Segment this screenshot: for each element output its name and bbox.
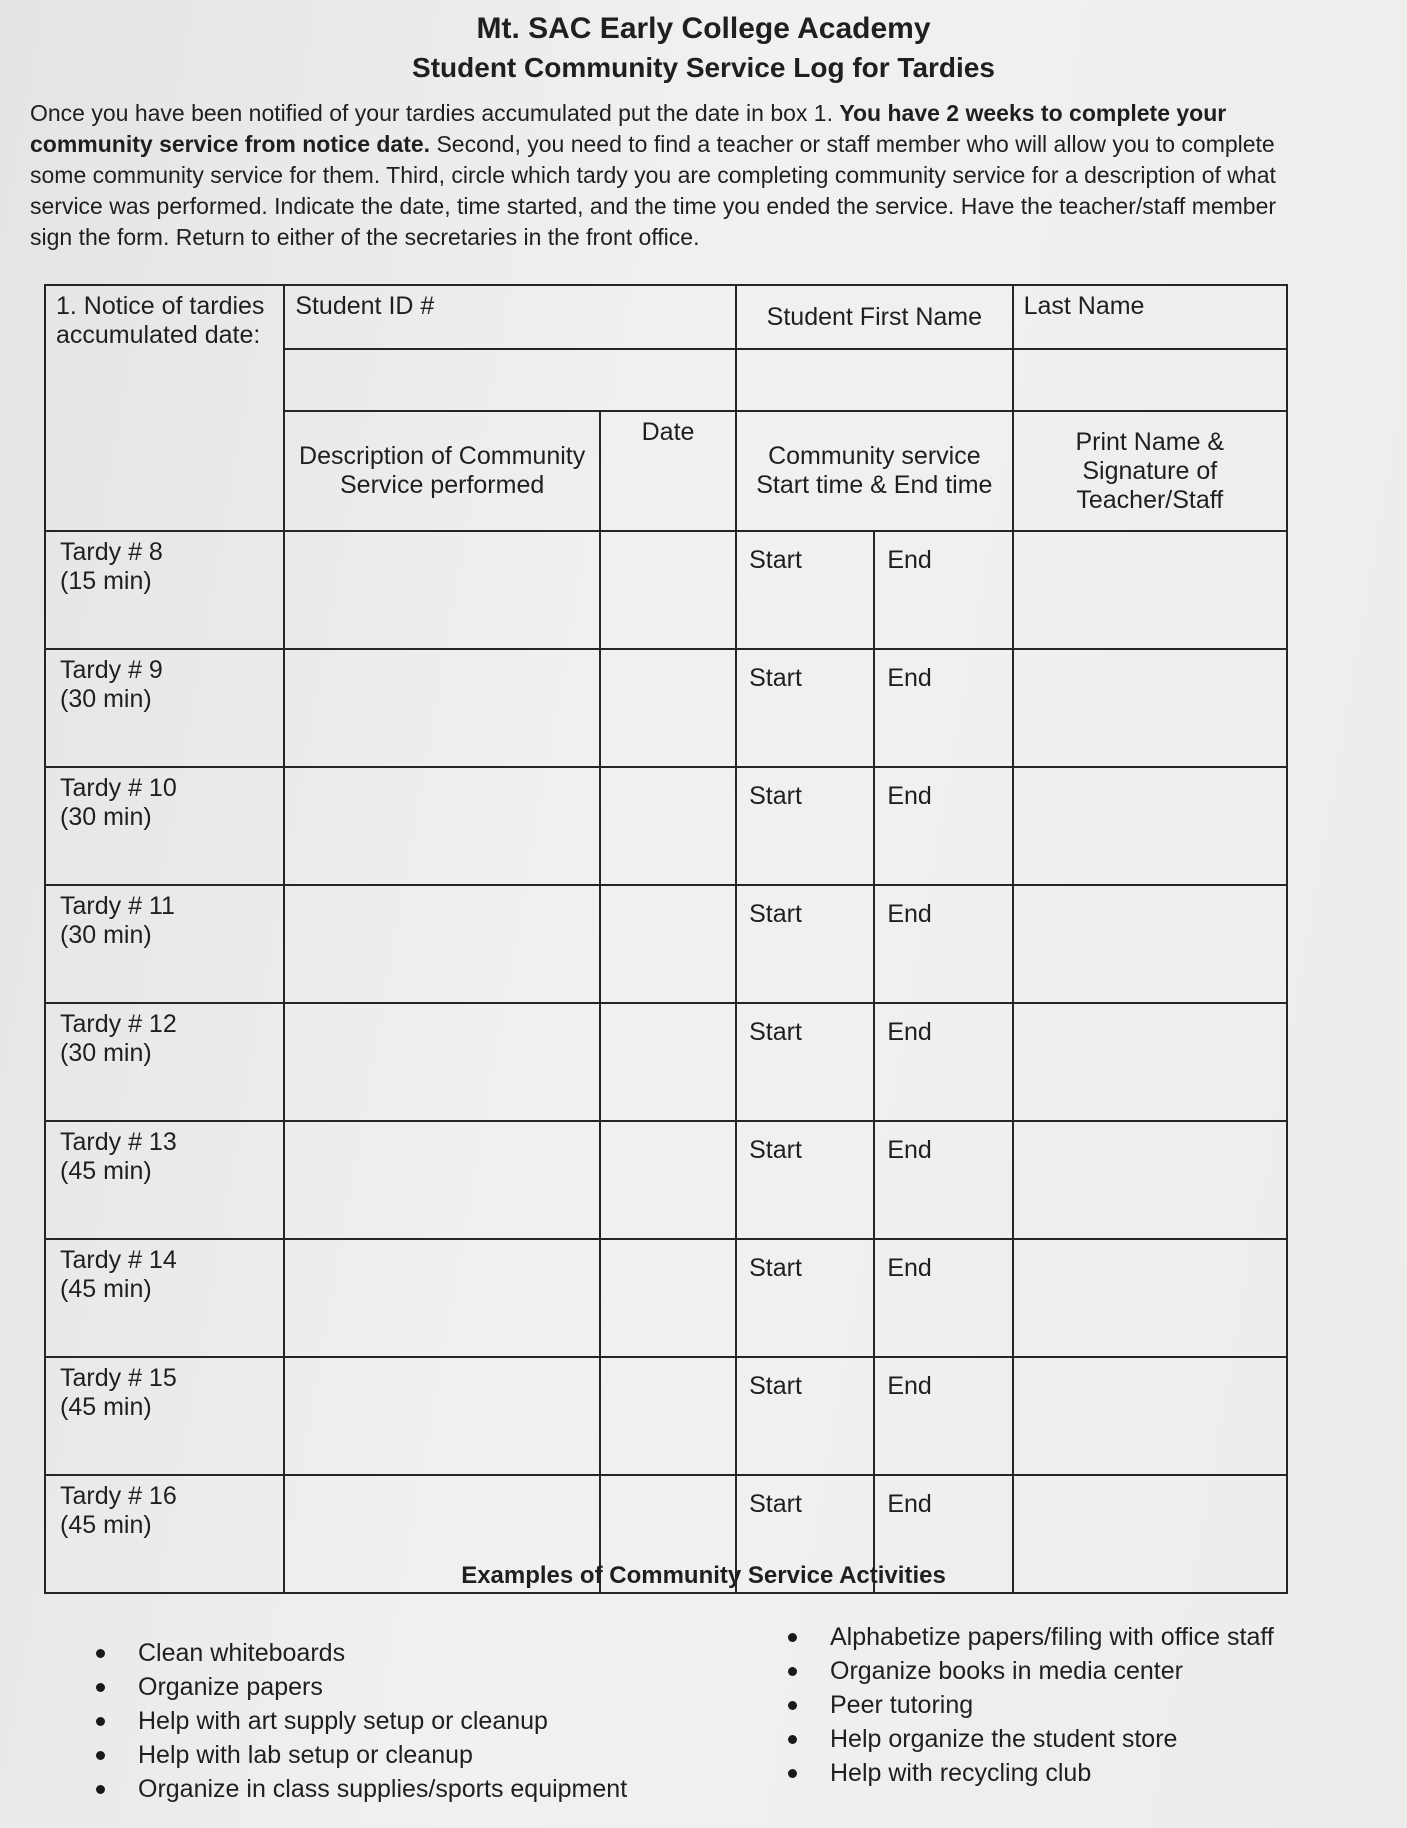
signature-field[interactable] — [1013, 649, 1287, 767]
tardy-label: Tardy # 15 — [60, 1364, 177, 1392]
end-label: End — [887, 1018, 932, 1046]
tardy-selector[interactable] — [45, 1121, 284, 1239]
description-column-header: Description of Community Service performed — [284, 411, 600, 531]
end-time-field[interactable] — [874, 1239, 1012, 1357]
date-field[interactable] — [600, 531, 736, 649]
activities-list-left — [96, 1636, 627, 1806]
tardy-selector[interactable] — [45, 1239, 284, 1357]
description-field[interactable] — [284, 531, 600, 649]
signature-field[interactable] — [1013, 885, 1287, 1003]
end-time-field[interactable] — [874, 649, 1012, 767]
tardy-row — [45, 1357, 1287, 1475]
signature-field[interactable] — [1013, 1003, 1287, 1121]
start-label: Start — [749, 1136, 802, 1164]
tardy-duration: (30 min) — [60, 1039, 152, 1067]
tardy-duration: (45 min) — [60, 1393, 152, 1421]
activity-item: Help with recycling club — [788, 1756, 1274, 1790]
start-time-field[interactable] — [736, 1357, 874, 1475]
notice-date-label: 1. Notice of tardies accumulated date: — [56, 292, 265, 349]
activity-item: Help with art supply setup or cleanup — [96, 1704, 627, 1738]
student-id-field[interactable] — [284, 349, 736, 411]
service-log-table — [44, 284, 1288, 1594]
signature-column-header: Print Name & Signature of Teacher/Staff — [1013, 411, 1287, 531]
tardy-selector[interactable] — [45, 1357, 284, 1475]
signature-field[interactable] — [1013, 767, 1287, 885]
end-label: End — [887, 1490, 932, 1518]
last-name-field[interactable] — [1013, 349, 1287, 411]
tardy-row — [45, 1239, 1287, 1357]
description-field[interactable] — [284, 1239, 600, 1357]
student-info-header-row — [45, 285, 1287, 349]
description-field[interactable] — [284, 649, 600, 767]
tardy-duration: (30 min) — [60, 803, 152, 831]
date-field[interactable] — [600, 1357, 736, 1475]
tardy-selector[interactable] — [45, 885, 284, 1003]
activity-item: Organize papers — [96, 1670, 627, 1704]
end-time-field[interactable] — [874, 1121, 1012, 1239]
instructions-paragraph — [30, 98, 1300, 253]
tardy-row — [45, 649, 1287, 767]
start-time-field[interactable] — [736, 885, 874, 1003]
start-time-field[interactable] — [736, 1003, 874, 1121]
activity-item: Alphabetize papers/filing with office staff — [788, 1620, 1274, 1654]
end-label: End — [887, 900, 932, 928]
signature-field[interactable] — [1013, 531, 1287, 649]
tardy-duration: (15 min) — [60, 567, 152, 595]
activity-item: Clean whiteboards — [96, 1636, 627, 1670]
tardy-row — [45, 1121, 1287, 1239]
tardy-duration: (45 min) — [60, 1157, 152, 1185]
start-time-field[interactable] — [736, 649, 874, 767]
description-field[interactable] — [284, 1003, 600, 1121]
description-field[interactable] — [284, 767, 600, 885]
document-title: Student Community Service Log for Tardies — [412, 52, 995, 83]
start-label: Start — [749, 1254, 802, 1282]
tardy-label: Tardy # 13 — [60, 1128, 177, 1156]
tardy-label: Tardy # 8 — [60, 538, 163, 566]
end-label: End — [887, 546, 932, 574]
date-column-header: Date — [600, 411, 736, 531]
date-field[interactable] — [600, 649, 736, 767]
start-label: Start — [749, 900, 802, 928]
student-id-header: Student ID # — [284, 285, 736, 349]
tardy-row — [45, 885, 1287, 1003]
activity-item: Organize in class supplies/sports equipment — [96, 1772, 627, 1806]
start-time-field[interactable] — [736, 531, 874, 649]
end-time-field[interactable] — [874, 767, 1012, 885]
school-name: Mt. SAC Early College Academy — [476, 12, 931, 45]
tardy-label: Tardy # 14 — [60, 1246, 177, 1274]
tardy-label: Tardy # 16 — [60, 1482, 177, 1510]
start-time-field[interactable] — [736, 1239, 874, 1357]
date-field[interactable] — [600, 1239, 736, 1357]
signature-field[interactable] — [1013, 1121, 1287, 1239]
end-time-field[interactable] — [874, 1003, 1012, 1121]
last-name-header: Last Name — [1013, 285, 1287, 349]
signature-field[interactable] — [1013, 1239, 1287, 1357]
start-label: Start — [749, 546, 802, 574]
start-label: Start — [749, 782, 802, 810]
description-field[interactable] — [284, 1357, 600, 1475]
signature-field[interactable] — [1013, 1357, 1287, 1475]
tardy-selector[interactable] — [45, 649, 284, 767]
instructions-part-2: Second, you need to find a teacher or staff member who will allow you to complete some community service for them. Third, circle which tardy you are completing community service for a description of what service was performed. Indicate the date, time started, and the time you ended the service. Have the teacher/staff member sign the form. Return to either of the secretaries in the front office. — [30, 131, 1277, 250]
tardy-duration: (30 min) — [60, 685, 152, 713]
tardy-row — [45, 531, 1287, 649]
instructions-part-1: Once you have been notified of your tardies accumulated put the date in box 1. — [30, 100, 840, 126]
start-label: Start — [749, 664, 802, 692]
tardy-duration: (30 min) — [60, 921, 152, 949]
date-field[interactable] — [600, 885, 736, 1003]
activity-item: Help organize the student store — [788, 1722, 1274, 1756]
tardy-label: Tardy # 10 — [60, 774, 177, 802]
activity-item: Help with lab setup or cleanup — [96, 1738, 627, 1772]
start-label: Start — [749, 1372, 802, 1400]
start-label: Start — [749, 1490, 802, 1518]
activities-list-right — [788, 1620, 1274, 1790]
date-field[interactable] — [600, 1121, 736, 1239]
tardy-selector[interactable] — [45, 531, 284, 649]
tardy-label: Tardy # 11 — [60, 892, 175, 920]
end-label: End — [887, 1254, 932, 1282]
date-field[interactable] — [600, 767, 736, 885]
end-label: End — [887, 1372, 932, 1400]
end-label: End — [887, 664, 932, 692]
activity-item: Peer tutoring — [788, 1688, 1274, 1722]
description-field[interactable] — [284, 885, 600, 1003]
tardy-row — [45, 767, 1287, 885]
end-time-field[interactable] — [874, 1357, 1012, 1475]
end-time-field[interactable] — [874, 531, 1012, 649]
first-name-header: Student First Name — [736, 285, 1012, 349]
description-field[interactable] — [284, 1121, 600, 1239]
tardy-selector[interactable] — [45, 1003, 284, 1121]
tardy-duration: (45 min) — [60, 1275, 152, 1303]
instructions-deadline: You have 2 weeks to complete your community service from notice date. — [30, 100, 1227, 157]
tardy-label: Tardy # 9 — [60, 656, 163, 684]
tardy-label: Tardy # 12 — [60, 1010, 177, 1038]
end-label: End — [887, 1136, 932, 1164]
tardy-row — [45, 1003, 1287, 1121]
end-time-field[interactable] — [874, 885, 1012, 1003]
start-time-field[interactable] — [736, 1121, 874, 1239]
times-column-header: Community service Start time & End time — [736, 411, 1012, 531]
activity-item: Organize books in media center — [788, 1654, 1274, 1688]
start-label: Start — [749, 1018, 802, 1046]
end-label: End — [887, 782, 932, 810]
examples-heading: Examples of Community Service Activities — [461, 1562, 946, 1589]
first-name-field[interactable] — [736, 349, 1012, 411]
start-time-field[interactable] — [736, 767, 874, 885]
tardy-selector[interactable] — [45, 767, 284, 885]
date-field[interactable] — [600, 1003, 736, 1121]
notice-date-box[interactable] — [45, 285, 284, 531]
tardy-duration: (45 min) — [60, 1511, 152, 1539]
